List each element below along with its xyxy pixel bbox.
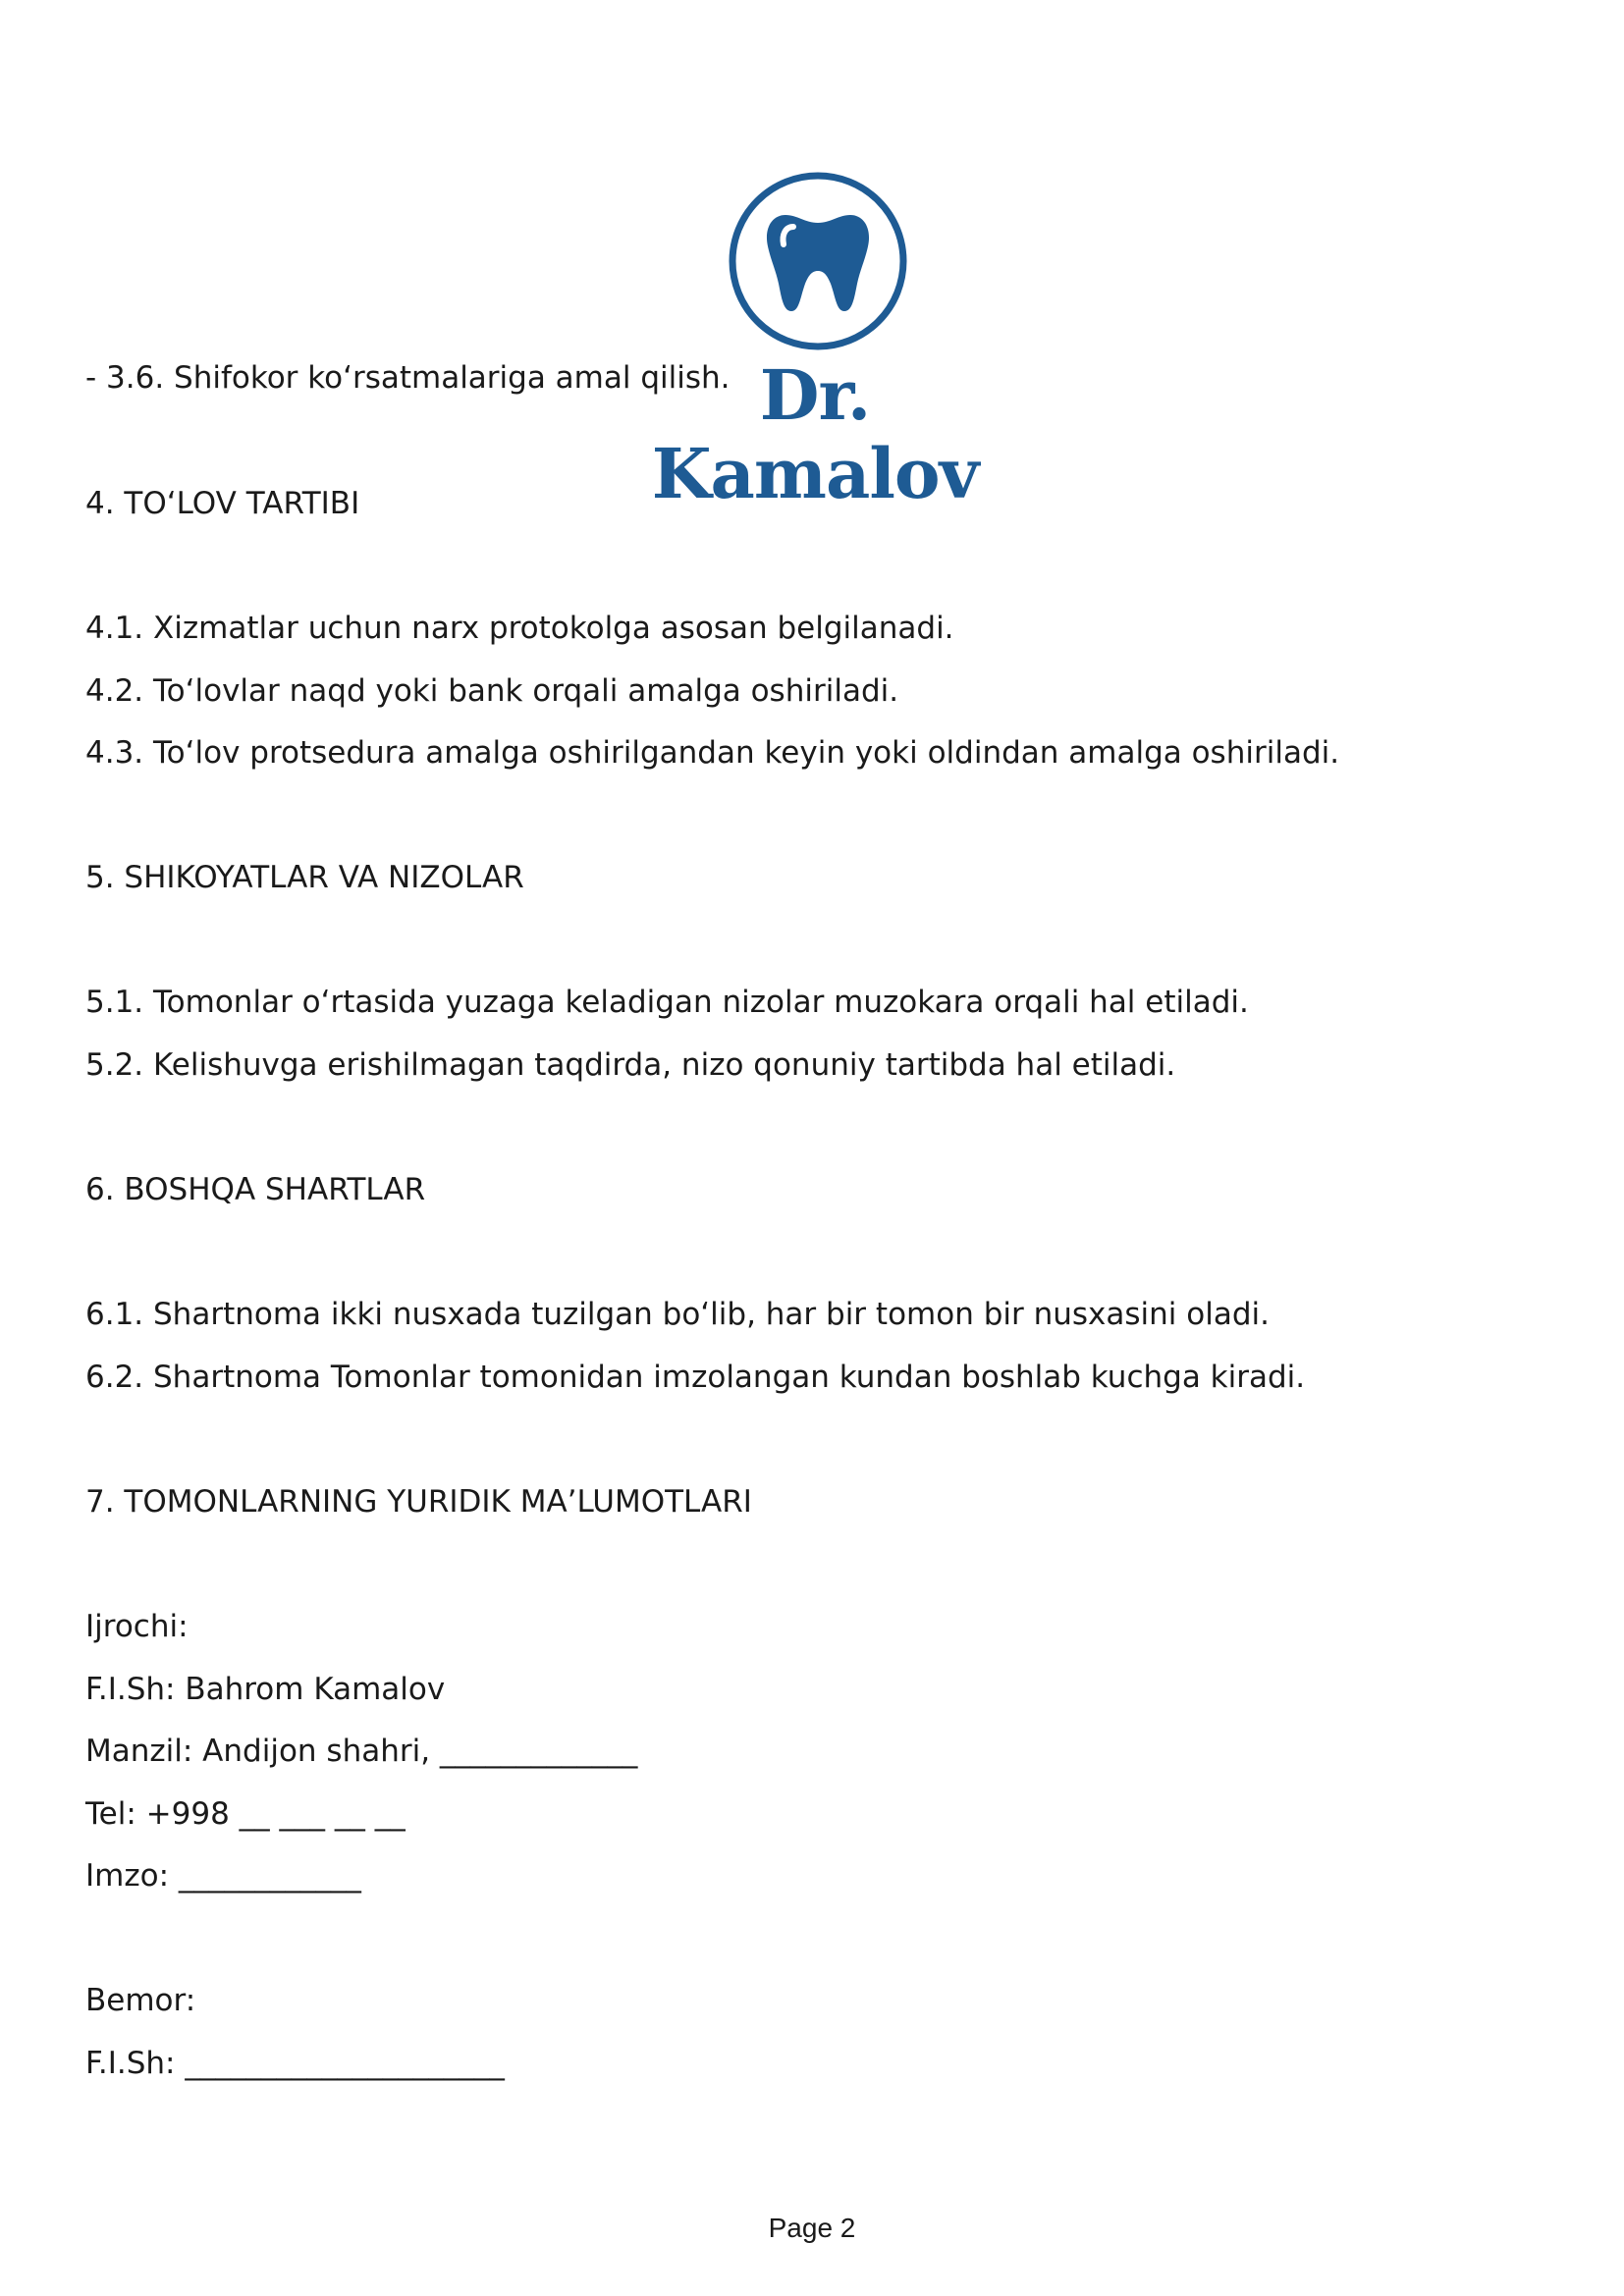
section-6-heading: 6. BOSHQA SHARTLAR xyxy=(85,1172,426,1207)
item-4-3: 4.3. Toʻlov protsedura amalga oshirilgandan keyin yoki oldindan amalga oshiriladi. xyxy=(85,735,1340,771)
item-4-2: 4.2. Toʻlovlar naqd yoki bank orqali amalga oshiriladi. xyxy=(85,673,899,709)
item-3-6: - 3.6. Shifokor koʻrsatmalariga amal qilish. xyxy=(85,360,731,396)
logo-text: Dr. Kamalov xyxy=(651,354,979,514)
item-6-1: 6.1. Shartnoma ikki nusxada tuzilgan boʻlib, har bir tomon bir nusxasini oladi. xyxy=(85,1297,1270,1332)
executor-name: F.I.Sh: Bahrom Kamalov xyxy=(85,1672,446,1707)
executor-phone: Tel: +998 __ ___ __ __ xyxy=(85,1796,406,1832)
item-5-1: 5.1. Tomonlar oʻrtasida yuzaga keladigan nizolar muzokara orqali hal etiladi. xyxy=(85,985,1249,1020)
item-4-1: 4.1. Xizmatlar uchun narx protokolga asosan belgilanadi. xyxy=(85,611,954,646)
tooth-icon xyxy=(725,168,911,354)
executor-signature: Imzo: ____________ xyxy=(85,1858,361,1894)
item-6-2: 6.2. Shartnoma Tomonlar tomonidan imzolangan kundan boshlab kuchga kiradi. xyxy=(85,1360,1306,1395)
patient-name: F.I.Sh: _____________________ xyxy=(85,2046,505,2081)
section-7-heading: 7. TOMONLARNING YURIDIK MAʼLUMOTLARI xyxy=(85,1484,752,1520)
item-5-2: 5.2. Kelishuvga erishilmagan taqdirda, nizo qonuniy tartibda hal etiladi. xyxy=(85,1047,1176,1083)
executor-address: Manzil: Andijon shahri, _____________ xyxy=(85,1734,638,1769)
executor-label: Ijrochi: xyxy=(85,1609,189,1644)
page-number: Page 2 xyxy=(768,2213,856,2243)
section-5-heading: 5. SHIKOYATLAR VA NIZOLAR xyxy=(85,860,524,895)
section-4-heading: 4. TOʻLOV TARTIBI xyxy=(85,486,360,521)
patient-label: Bemor: xyxy=(85,1983,196,2018)
